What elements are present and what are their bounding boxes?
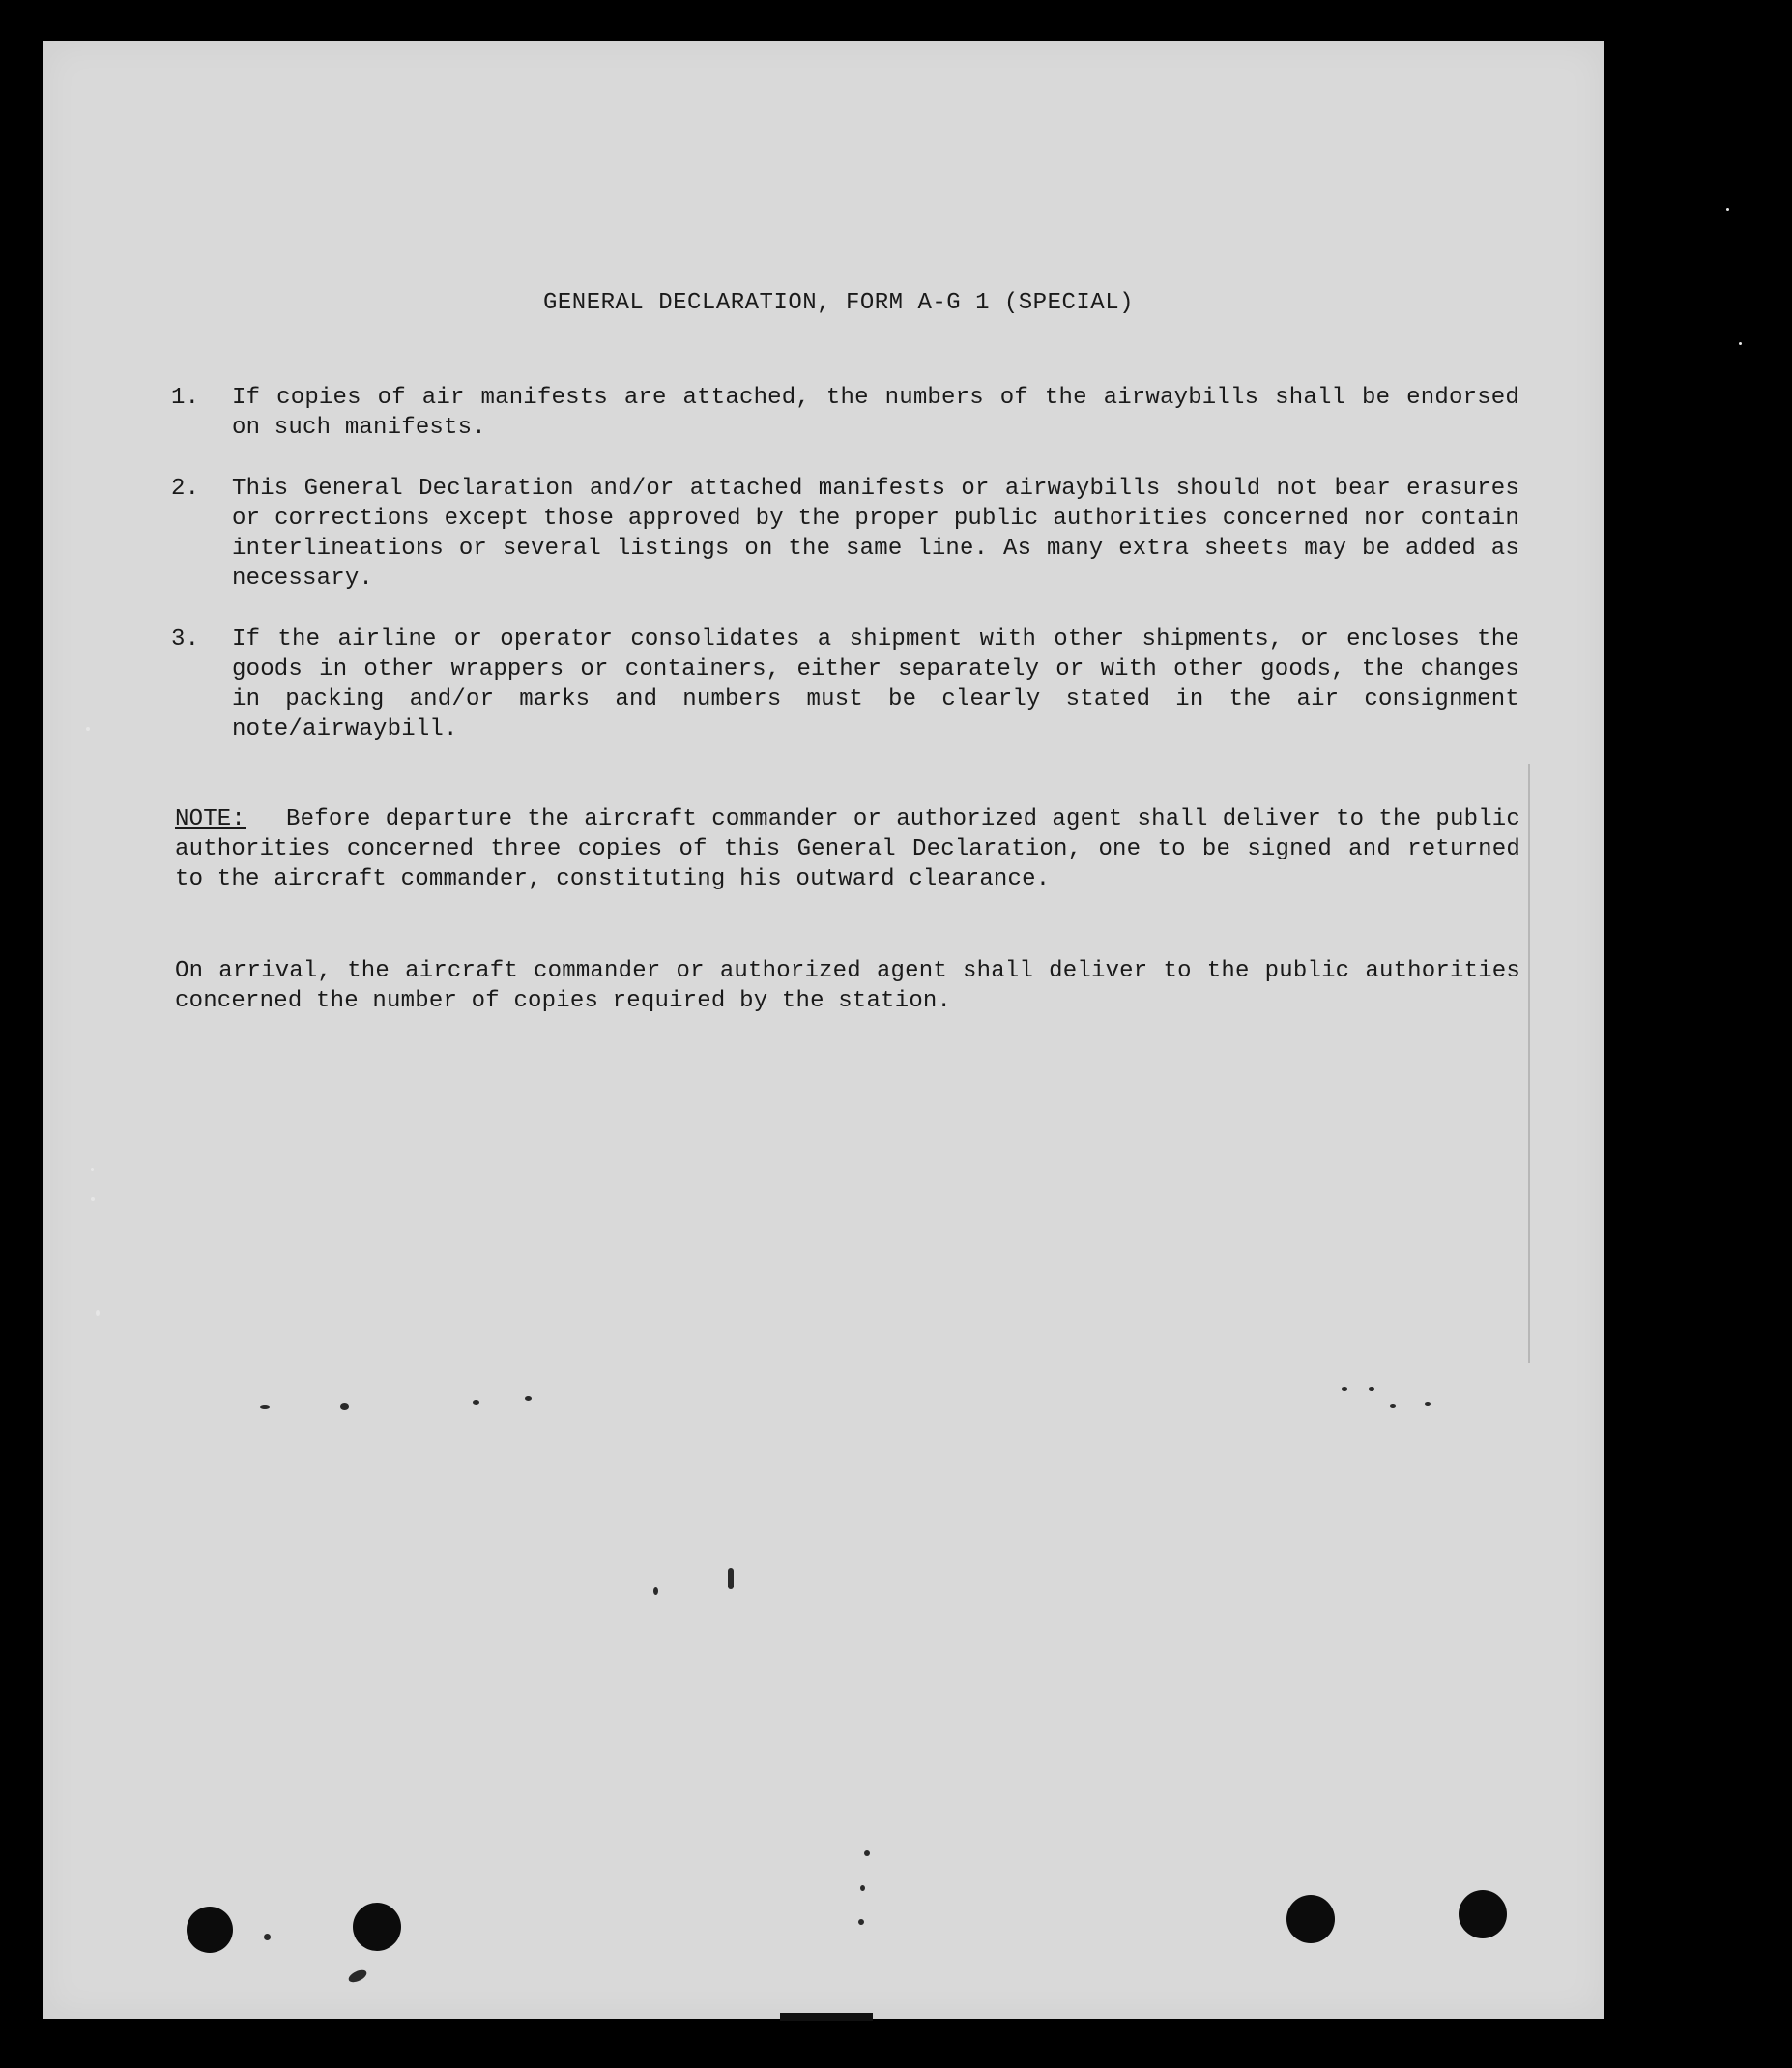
margin-rule [1528, 764, 1530, 1363]
list-item-number: 1. [171, 385, 200, 411]
document-page [43, 41, 1604, 2019]
list-item-number: 3. [171, 626, 200, 653]
speck [1342, 1387, 1347, 1391]
list-item [171, 474, 1519, 594]
list-item-text: If the airline or operator consolidates a shipment with other shipments, or encloses the goods in other wrappers or containers, either separately or with other goods, the changes in packing and/or marks and numbers must be clearly stated in the air consignment note/airwaybill. [232, 626, 1519, 743]
list-item [171, 383, 1519, 443]
note-text: Before departure the aircraft commander or authorized agent shall deliver to the public authorities concerned three copies of this General Declaration, one to be signed and returned to the aircraft commander, constituting his outward clearance. [175, 806, 1520, 892]
speck [1390, 1404, 1396, 1408]
punch-hole [1286, 1895, 1335, 1943]
speck [1369, 1387, 1374, 1391]
punch-hole [1459, 1890, 1507, 1938]
speck [860, 1885, 865, 1891]
speck [864, 1850, 870, 1856]
arrival-paragraph: On arrival, the aircraft commander or authorized agent shall deliver to the public authorities concerned the number of copies required by the station. [175, 958, 1520, 1014]
edge-speck [1739, 342, 1742, 345]
speck [525, 1396, 532, 1401]
list-item-number: 2. [171, 476, 200, 502]
punch-hole [353, 1903, 401, 1951]
speck [264, 1934, 271, 1940]
speck [473, 1400, 479, 1405]
edge-speck [91, 1168, 94, 1171]
page-title: GENERAL DECLARATION, FORM A-G 1 (SPECIAL) [543, 290, 1134, 316]
speck [1425, 1402, 1431, 1406]
speck [858, 1919, 864, 1925]
edge-speck [91, 1197, 95, 1201]
speck [728, 1568, 734, 1589]
list-item-text: If copies of air manifests are attached, the numbers of the airwaybills shall be endorsed on such manifests. [232, 385, 1519, 441]
speck [347, 1967, 368, 1985]
edge-speck [96, 1310, 100, 1316]
speck [260, 1405, 270, 1409]
list-item-text: This General Declaration and/or attached manifests or airwaybills should not bear erasures or corrections except those approved by the proper public authorities concerned nor contain interlineations or several listings on the same line. As many extra sheets may be added as necessary. [232, 476, 1519, 592]
page-bottom-tab [780, 2013, 873, 2021]
edge-speck [86, 727, 90, 731]
speck [653, 1587, 658, 1595]
note-paragraph [175, 804, 1520, 894]
note-label: NOTE: [175, 806, 246, 832]
bleed-through-mark: ​ [1005, 205, 1015, 273]
edge-speck [1726, 208, 1729, 211]
speck [340, 1403, 349, 1410]
list-item [171, 625, 1519, 744]
punch-hole [187, 1907, 233, 1953]
